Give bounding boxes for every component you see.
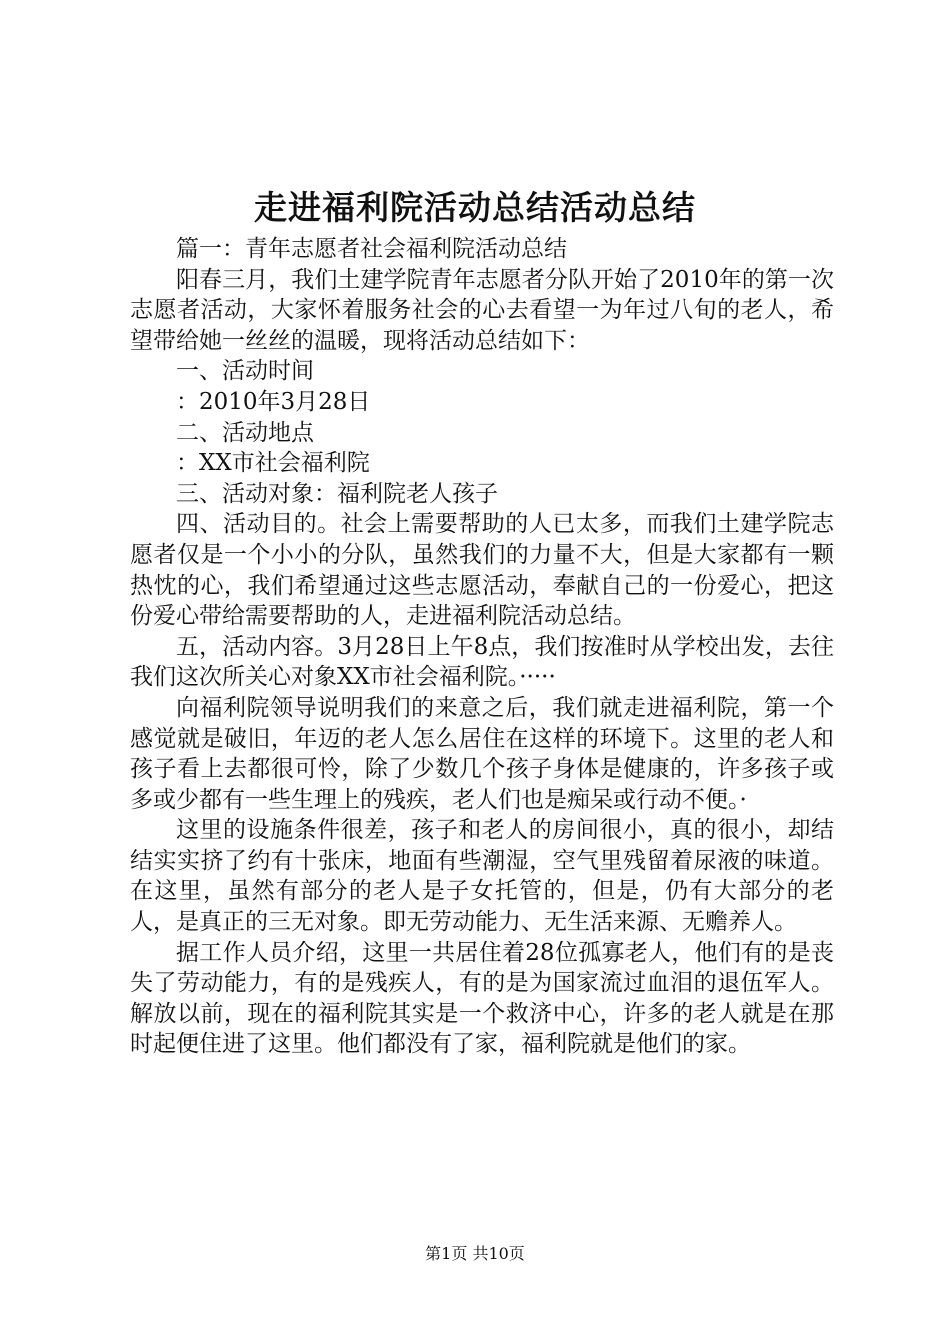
paragraph-location-value: ：XX市社会福利院 [176,450,370,477]
document-body [130,234,834,1060]
paragraph-content: 五，活动内容。3月28日上午8点，我们按准时从学校出发，去往我们这次所关心对象XX市社会福利院。····· [130,633,834,691]
paragraph-intro: 阳春三月，我们土建学院青年志愿者分队开始了2010年的第一次志愿者活动，大家怀着服务社会的心去看望一为年过八旬的老人，希望带给她一丝丝的温暖，现将活动总结如下： [130,266,834,354]
page-number-footer: 第1页 共10页 [425,1244,525,1263]
paragraph-time-heading: 一、活动时间 [176,358,314,385]
paragraph-purpose: 四、活动目的。社会上需要帮助的人已太多，而我们土建学院志愿者仅是一个小小的分队，虽然我们的力量不大，但是大家都有一颗热忱的心，我们希望通过这些志愿活动，奉献自己的一份爱心，把这份爱心带给需要帮助的人，走进福利院活动总结。 [130,511,834,630]
paragraph-target: 三、活动对象：福利院老人孩子 [176,480,498,507]
paragraph-first-impression: 向福利院领导说明我们的来意之后，我们就走进福利院，第一个感觉就是破旧，年迈的老人怎么居住在这样的环境下。这里的老人和孩子看上去都很可怜，除了少数几个孩子身体是健康的，许多孩子或多或少都有一些生理上的残疾，老人们也是痴呆或行动不便。· [130,694,834,813]
paragraph-facilities: 这里的设施条件很差，孩子和老人的房间很小，真的很小，却结结实实挤了约有十张床，地面有些潮湿，空气里残留着尿液的味道。在这里，虽然有部分的老人是子女托管的，但是，仍有大部分的老人，是真正的三无对象。即无劳动能力、无生活来源、无赡养人。 [130,817,834,936]
paragraph-time-value: ：2010年3月28日 [176,388,371,415]
paragraph-location-heading: 二、活动地点 [176,419,314,446]
paragraph-staff-introduction: 据工作人员介绍，这里一共居住着28位孤寡老人，他们有的是丧失了劳动能力，有的是残疾人，有的是为国家流过血泪的退伍军人。解放以前，现在的福利院其实是一个救济中心，许多的老人就是在那时起便住进了这里。他们都没有了家，福利院就是他们的家。 [130,939,834,1058]
paragraph-heading-part-one: 篇一：青年志愿者社会福利院活动总结 [176,236,567,262]
document-title: 走进福利院活动总结活动总结 [254,188,696,227]
